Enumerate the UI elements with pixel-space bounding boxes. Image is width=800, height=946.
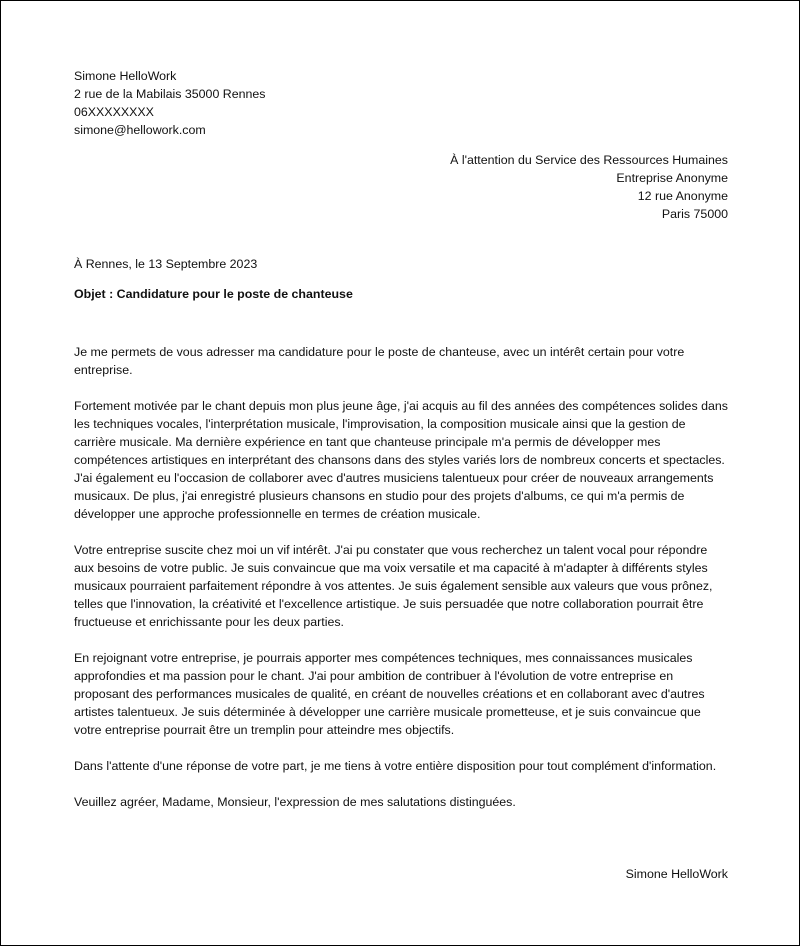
sender-address: 2 rue de la Mabilais 35000 Rennes [74, 87, 266, 101]
paragraph-contribution: En rejoignant votre entreprise, je pourrais apporter mes compétences techniques, mes connaissances musicales approfondies et ma passion pour le chant. J'ai pour ambition de contribuer à l'évolution de votre entreprise en proposant des performances musicales de qualité, en créant de nouvelles créations et en collaborant avec d'autres artistes talentueux. Je suis déterminée à développer une carrière musicale prometteuse, et je suis convaincue que votre entreprise pourrait être un tremplin pour atteindre mes objectifs. [74, 651, 705, 737]
sender-block [74, 67, 730, 139]
recipient-company: Entreprise Anonyme [616, 171, 728, 185]
date-line: À Rennes, le 13 Septembre 2023 [74, 257, 258, 271]
sender-name: Simone HelloWork [74, 69, 177, 83]
paragraph-motivation: Votre entreprise suscite chez moi un vif intérêt. J'ai pu constater que vous recherchez un talent vocal pour répondre aux besoins de votre public. Je suis convaincue que ma voix versatile et ma capacité à m'adapter à différents styles musicaux pourraient parfaitement répondre à vos attentes. Je suis également sensible aux valeurs que vous prônez, telles que l'innovation, la créativité et l'excellence artistique. Je suis persuadée que notre collaboration pourrait être fructueuse et enrichissante pour les deux parties. [74, 543, 713, 629]
subject-line: Objet : Candidature pour le poste de chanteuse [74, 287, 353, 301]
recipient-attention: À l'attention du Service des Ressources Humaines [450, 153, 728, 167]
sender-phone: 06XXXXXXXX [74, 105, 154, 119]
paragraph-intro: Je me permets de vous adresser ma candidature pour le poste de chanteuse, avec un intérêt certain pour votre entreprise. [74, 345, 685, 377]
paragraph-availability: Dans l'attente d'une réponse de votre part, je me tiens à votre entière disposition pour tout complément d'information. [74, 759, 717, 773]
letter-body [74, 343, 730, 829]
recipient-street: 12 rue Anonyme [637, 189, 728, 203]
recipient-block [328, 151, 728, 223]
sender-email: simone@hellowork.com [74, 123, 206, 137]
paragraph-closing: Veuillez agréer, Madame, Monsieur, l'expression de mes salutations distinguées. [74, 795, 516, 809]
recipient-city: Paris 75000 [661, 207, 728, 221]
signature: Simone HelloWork [625, 867, 728, 881]
paragraph-experience: Fortement motivée par le chant depuis mon plus jeune âge, j'ai acquis au fil des années des compétences solides dans les techniques vocales, l'interprétation musicale, l'improvisation, la composition musicale ainsi que la gestion de carrière musicale. Ma dernière expérience en tant que chanteuse principale m'a permis de développer mes compétences artistiques en interprétant des chansons dans des styles variés lors de nombreux concerts et spectacles. J'ai également eu l'occasion de collaborer avec d'autres musiciens talentueux pour créer de nouveaux arrangements musicaux. De plus, j'ai enregistré plusieurs chansons en studio pour des projets d'albums, ce qui m'a permis de développer une approche professionnelle en termes de création musicale. [74, 399, 728, 521]
